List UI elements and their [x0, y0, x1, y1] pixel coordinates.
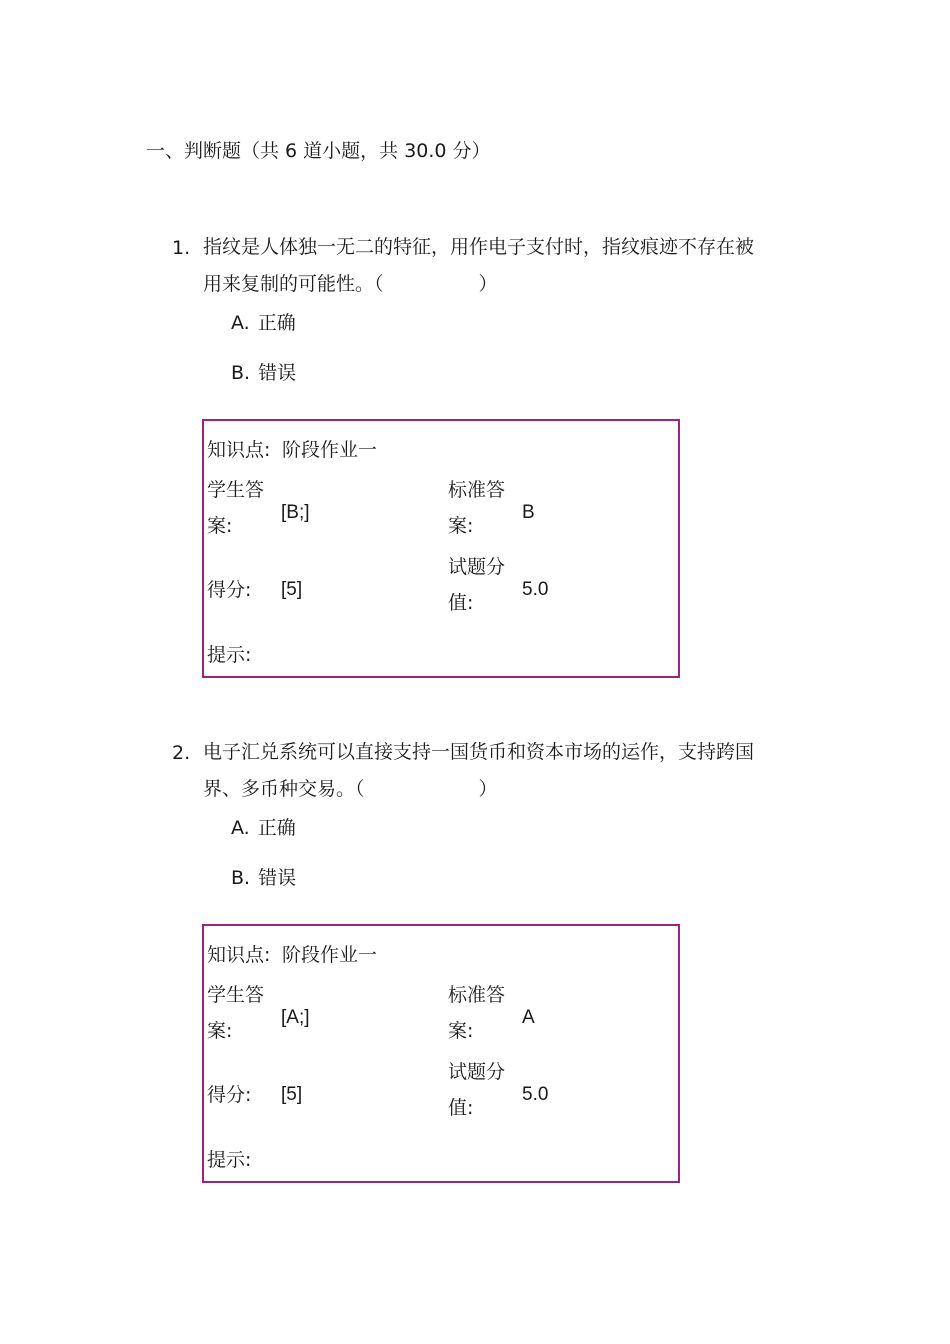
question-score-label: 值: [448, 592, 474, 614]
option-letter: B. [231, 867, 251, 889]
question-score-value: 5.0 [522, 1084, 549, 1105]
answer-info-box [202, 924, 680, 1183]
question-number: 2. [172, 742, 191, 764]
student-answer-label: 学生答 [207, 479, 265, 501]
option-label: 正确 [257, 817, 296, 839]
standard-answer-label: 标准答 [448, 479, 506, 501]
standard-answer-label: 案: [448, 515, 474, 537]
option-letter: B. [231, 362, 251, 384]
question-text-line: 电子汇兑系统可以直接支持一国货币和资本市场的运作，支持跨国 [203, 741, 755, 763]
option-label: 错误 [258, 867, 297, 889]
question-score-value: 5.0 [522, 579, 549, 600]
question-text [203, 229, 813, 303]
question-text-line: 指纹是人体独一无二的特征，用作电子支付时，指纹痕迹不存在被 [203, 236, 755, 258]
score-label: 得分: [207, 579, 252, 601]
option-label: 错误 [258, 362, 297, 384]
score-label: 得分: [207, 1084, 252, 1106]
student-answer-label: 案: [207, 1020, 233, 1042]
option-a[interactable] [231, 816, 296, 840]
knowledge-value: 阶段作业一 [282, 944, 378, 966]
section-title: 一、判断题（共 6 道小题，共 30.0 分） [146, 140, 491, 162]
answer-info-box [202, 419, 680, 678]
question-text-line: 用来复制的可能性。（ ） [203, 273, 498, 295]
question-score-label: 值: [448, 1097, 474, 1119]
option-label: 正确 [257, 312, 296, 334]
student-answer-value: [B;] [281, 502, 310, 523]
option-letter: A. [231, 817, 250, 839]
standard-answer-label: 标准答 [448, 984, 506, 1006]
hint-label: 提示: [207, 644, 252, 666]
question-score-label: 试题分 [448, 1061, 506, 1083]
question-number: 1. [172, 237, 191, 259]
option-b[interactable] [231, 361, 296, 385]
knowledge-label: 知识点: [207, 439, 271, 461]
standard-answer-value: A [522, 1007, 535, 1028]
knowledge-label: 知识点: [207, 944, 271, 966]
hint-label: 提示: [207, 1149, 252, 1171]
question-text-line: 界、多币种交易。（ ） [203, 778, 498, 800]
standard-answer-value: B [522, 502, 535, 523]
score-value: [5] [281, 579, 303, 600]
knowledge-value: 阶段作业一 [282, 439, 378, 461]
option-b[interactable] [231, 866, 296, 890]
option-a[interactable] [231, 311, 296, 335]
option-letter: A. [231, 312, 250, 334]
student-answer-label: 学生答 [207, 984, 265, 1006]
student-answer-label: 案: [207, 515, 233, 537]
question-text [203, 734, 813, 808]
student-answer-value: [A;] [281, 1007, 310, 1028]
score-value: [5] [281, 1084, 303, 1105]
standard-answer-label: 案: [448, 1020, 474, 1042]
question-score-label: 试题分 [448, 556, 506, 578]
